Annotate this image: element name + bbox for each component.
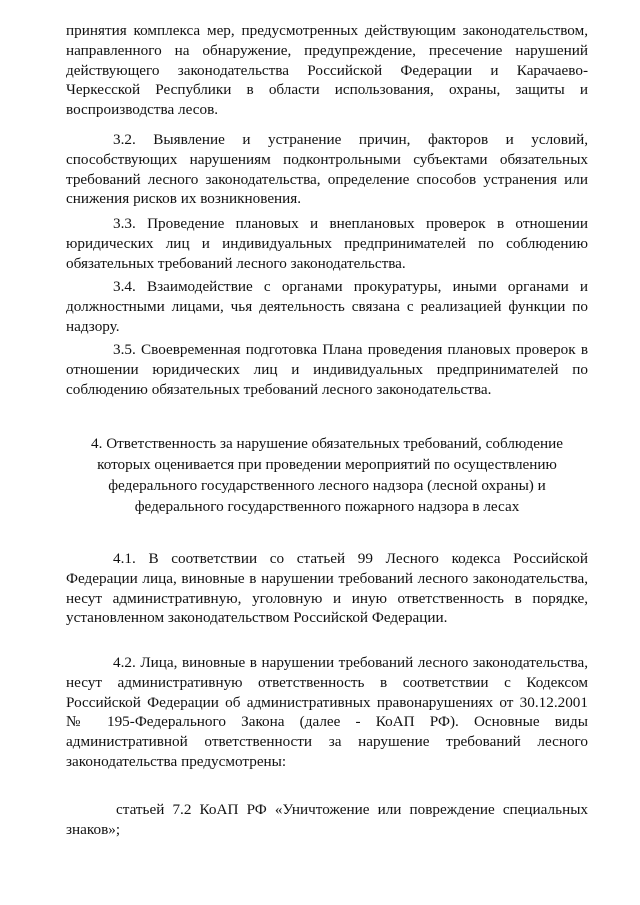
paragraph-7-2: статьей 7.2 КоАП РФ «Уничтожение или повреждение специальных знаков»;	[66, 801, 588, 838]
paragraph-3-4: 3.4. Взаимодействие с органами прокуратуры, иными органами и должностными лицами, чья деятельность связана с реализацией функции по надзору.	[66, 278, 588, 335]
paragraph-intro: принятия комплекса мер, предусмотренных действующим законодательством, направленного на обнаружение, предупреждение, пресечение нарушений действующего законодательства Российской Федерации и Карачаево-Черкесской Республики в области использования, охраны, защиты и воспроизводства лесов.	[66, 22, 588, 119]
paragraph-4-1: 4.1. В соответствии со статьей 99 Лесного кодекса Российской Федерации лица, виновные в нарушении требований лесного законодательства, несут административную, уголовную и иную ответственность в порядке, установленном законодательством Российской Федерации.	[66, 550, 588, 627]
paragraph-3-3: 3.3. Проведение плановых и внеплановых проверок в отношении юридических лиц и индивидуальных предпринимателей по соблюдению обязательных требований лесного законодательства.	[66, 215, 588, 272]
paragraph-3-5: 3.5. Своевременная подготовка Плана проведения плановых проверок в отношении юридических лиц и индивидуальных предпринимателей по соблюдению обязательных требований лесного законодательства.	[66, 341, 588, 398]
paragraph-3-5-block	[66, 340, 588, 399]
paragraph-4-2: 4.2. Лица, виновные в нарушении требований лесного законодательства, несут административную ответственность в соответствии с Кодексом Российской Федерации об административных правонарушениях от 30.12.2001 № 195-Федерального Закона (далее - КоАП РФ). Основные виды административной ответственности за нарушение требований лесного законодательства предусмотрены:	[66, 654, 588, 770]
paragraph-3-2-block	[66, 130, 588, 209]
intro-paragraph	[66, 21, 588, 120]
paragraph-3-2: 3.2. Выявление и устранение причин, факторов и условий, способствующих нарушениям подконтрольными субъектами обязательных требований лесного законодательства, определение способов устранения или снижения рисков их возникновения.	[66, 131, 588, 208]
paragraph-3-4-block	[66, 277, 588, 336]
paragraph-7-2-block	[66, 800, 588, 840]
paragraph-3-3-block	[66, 214, 588, 273]
paragraph-4-2-block	[66, 653, 588, 772]
section-4-heading	[66, 433, 588, 517]
paragraph-4-1-block	[66, 549, 588, 628]
section-4-title: 4. Ответственность за нарушение обязательных требований, соблюдение которых оценивается при проведении мероприятий по осуществлению федерального государственного лесного надзора (лесной охраны) и федерального государственного пожарного надзора в лесах	[91, 435, 563, 515]
